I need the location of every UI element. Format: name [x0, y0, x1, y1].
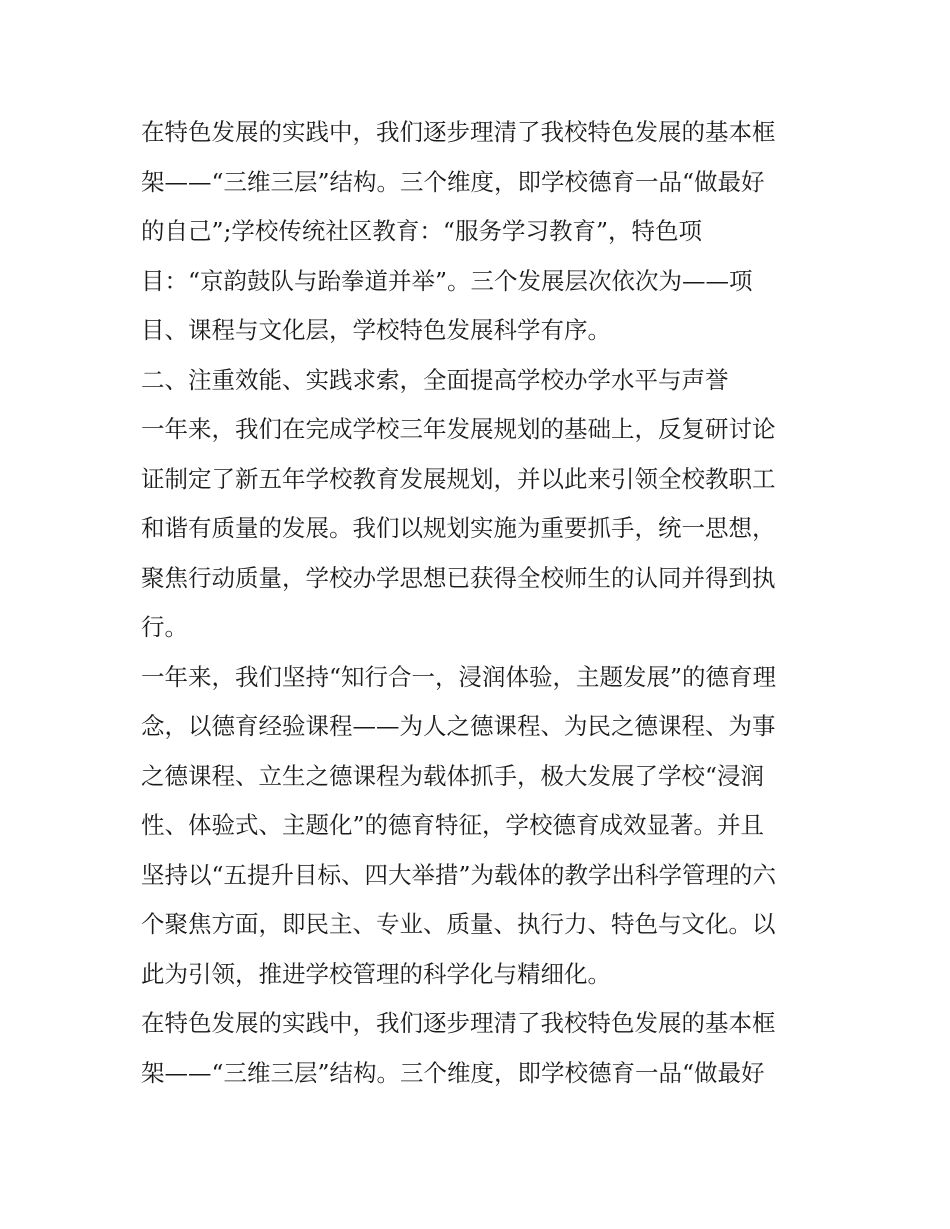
text-line: 个聚焦方面，即民主、专业、质量、执行力、特色与文化。以	[141, 910, 776, 938]
text-line: 性、体验式、主题化”的德育特征，学校德育成效显著。并且	[141, 811, 765, 839]
text-line: 目：“京韵鼓队与跆拳道并举”。三个发展层次依次为——项	[141, 266, 753, 295]
text-line: 架——“三维三层”结构。三个维度，即学校德育一品“做最好	[141, 167, 765, 196]
text-line: 一年来，我们在完成学校三年发展规划的基础上，反复研讨论	[141, 415, 776, 443]
text-line: 行。	[141, 613, 188, 641]
text-line: 在特色发展的实践中，我们逐步理清了我校特色发展的基本框	[141, 118, 776, 146]
text-line: 之德课程、立生之德课程为载体抓手，极大发展了学校“浸润	[141, 761, 765, 790]
text-line: 在特色发展的实践中，我们逐步理清了我校特色发展的基本框	[141, 1009, 776, 1037]
text-line: 坚持以“五提升目标、四大举措”为载体的教学出科学管理的六	[141, 860, 777, 889]
document-body	[141, 108, 821, 1098]
text-line: 念，以德育经验课程——为人之德课程、为民之德课程、为事	[141, 712, 776, 740]
text-line: 聚焦行动质量，学校办学思想已获得全校师生的认同并得到执	[141, 563, 776, 592]
text-line: 证制定了新五年学校教育发展规划，并以此来引领全校教职工	[141, 464, 776, 493]
text-line: 和谐有质量的发展。我们以规划实施为重要抓手，统一思想，	[141, 514, 776, 542]
text-line: 架——“三维三层”结构。三个维度，即学校德育一品“做最好	[141, 1058, 765, 1087]
text-line: 此为引领，推进学校管理的科学化与精细化。	[141, 959, 611, 988]
section-heading: 二、注重效能、实践求索，全面提高学校办学水平与声誉	[141, 365, 729, 394]
text-line: 目、课程与文化层，学校特色发展科学有序。	[141, 316, 611, 344]
text-line: 一年来，我们坚持“知行合一，浸润体验，主题发展”的德育理	[141, 662, 777, 691]
text-line: 的自己”;学校传统社区教育：“服务学习教育”，特色项	[141, 217, 702, 245]
